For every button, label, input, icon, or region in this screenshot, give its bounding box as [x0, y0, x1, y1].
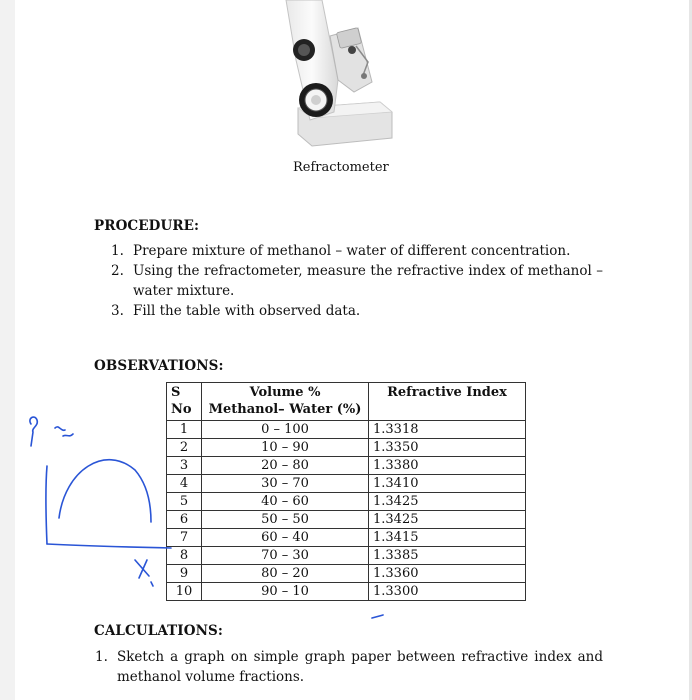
cell-ri: 1.3318	[369, 421, 526, 439]
table-header-row	[167, 383, 526, 421]
step-text: Fill the table with observed data.	[133, 303, 361, 319]
cell-ri: 1.3410	[369, 475, 526, 493]
cell-volume: 90 – 10	[202, 583, 369, 601]
step-text: Prepare mixture of methanol – water of different concentration.	[133, 243, 571, 259]
table-row	[167, 565, 526, 583]
procedure-step	[111, 261, 603, 301]
table-row	[167, 511, 526, 529]
calculation-step	[95, 647, 603, 687]
cell-ri: 1.3380	[369, 457, 526, 475]
cell-sno: 4	[167, 475, 202, 493]
cell-volume: 0 – 100	[202, 421, 369, 439]
cell-sno: 6	[167, 511, 202, 529]
procedure-list	[111, 241, 603, 321]
table-row	[167, 493, 526, 511]
cell-volume: 60 – 40	[202, 529, 369, 547]
cell-ri: 1.3300	[369, 583, 526, 601]
cell-sno: 10	[167, 583, 202, 601]
cell-sno: 8	[167, 547, 202, 565]
step-text: Using the refractometer, measure the refractive index of methanol – water mixture.	[133, 263, 603, 299]
refractometer-image	[268, 0, 398, 160]
table-row	[167, 529, 526, 547]
step-text: Sketch a graph on simple graph paper between refractive index and methanol volume fractions.	[117, 649, 603, 685]
calculations-list	[95, 647, 603, 687]
header-sno: S No	[167, 383, 202, 421]
cell-sno: 2	[167, 439, 202, 457]
step-number: 3.	[111, 303, 124, 319]
page-left-margin	[0, 0, 15, 700]
step-number: 2.	[111, 263, 124, 279]
cell-ri: 1.3360	[369, 565, 526, 583]
procedure-heading: PROCEDURE:	[94, 218, 200, 234]
cell-sno: 5	[167, 493, 202, 511]
pen-mark	[370, 612, 386, 622]
cell-volume: 80 – 20	[202, 565, 369, 583]
observations-heading: OBSERVATIONS:	[94, 358, 224, 374]
header-volume	[202, 383, 369, 421]
step-number: 1.	[111, 243, 124, 259]
table-row	[167, 475, 526, 493]
calculations-heading: CALCULATIONS:	[94, 623, 223, 639]
cell-ri: 1.3425	[369, 493, 526, 511]
header-volume-line1: Volume %	[249, 385, 321, 400]
table-row	[167, 457, 526, 475]
cell-ri: 1.3350	[369, 439, 526, 457]
cell-sno: 7	[167, 529, 202, 547]
table-row	[167, 583, 526, 601]
cell-volume: 40 – 60	[202, 493, 369, 511]
header-volume-line2: Methanol– Water (%)	[208, 402, 362, 417]
observations-table	[166, 382, 526, 601]
table-row	[167, 421, 526, 439]
cell-sno: 9	[167, 565, 202, 583]
handwritten-sketch	[25, 410, 175, 610]
cell-volume: 30 – 70	[202, 475, 369, 493]
figure-caption: Refractometer	[293, 160, 389, 175]
cell-ri: 1.3385	[369, 547, 526, 565]
table-row	[167, 547, 526, 565]
cell-sno: 3	[167, 457, 202, 475]
cell-volume: 70 – 30	[202, 547, 369, 565]
cell-sno: 1	[167, 421, 202, 439]
procedure-step	[111, 301, 603, 321]
cell-ri: 1.3425	[369, 511, 526, 529]
cell-ri: 1.3415	[369, 529, 526, 547]
cell-volume: 50 – 50	[202, 511, 369, 529]
header-refractive-index: Refractive Index	[369, 383, 526, 421]
cell-volume: 20 – 80	[202, 457, 369, 475]
procedure-step	[111, 241, 603, 261]
step-number: 1.	[95, 649, 108, 665]
cell-volume: 10 – 90	[202, 439, 369, 457]
table-row	[167, 439, 526, 457]
